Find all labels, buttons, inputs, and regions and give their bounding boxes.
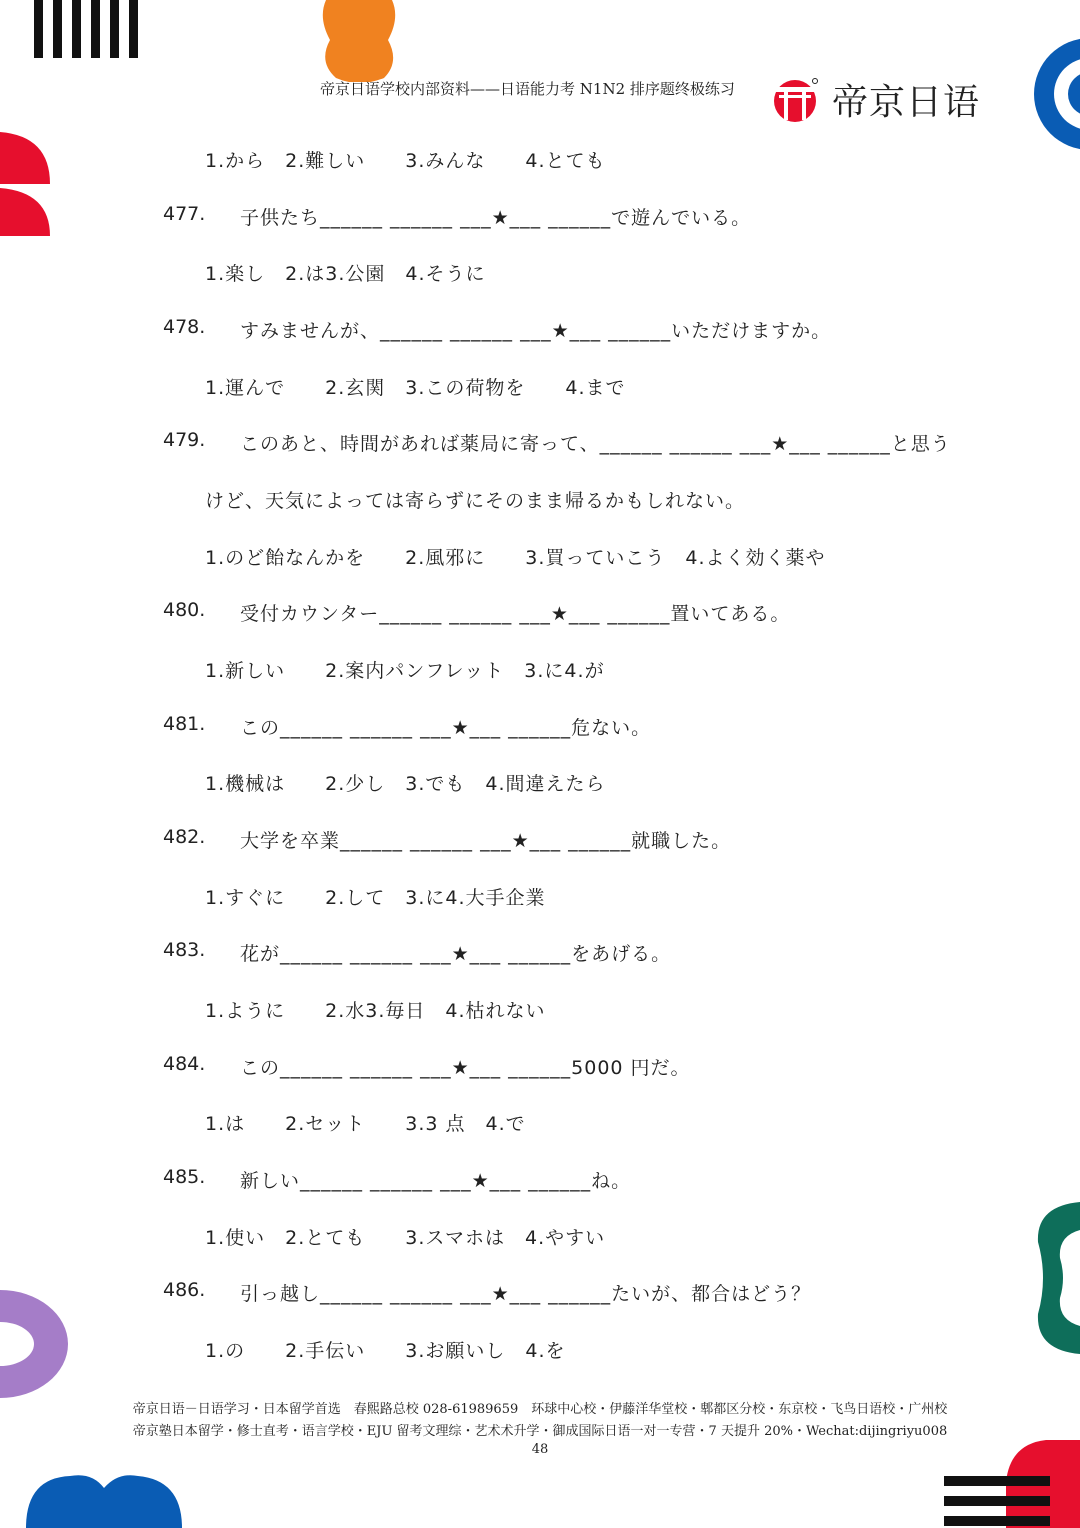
options-line: 1.使い 2.とても 3.スマホは 4.やすい <box>205 1227 606 1249</box>
question-text: 大学を卒業______ ______ ___★___ ______就職した。 <box>240 830 732 852</box>
question-number: 477. <box>163 203 206 225</box>
options-line: 1.新しい 2.案内パンフレット 3.に4.が <box>205 660 605 682</box>
question-text: この______ ______ ___★___ ______危ない。 <box>240 717 652 739</box>
question-number: 479. <box>163 429 206 451</box>
question-text: この______ ______ ___★___ ______5000 円だ。 <box>240 1057 691 1079</box>
green-shape-right <box>1036 1202 1080 1354</box>
footer-line-2: 帝京塾日本留学・修士直考・语言学校・EJU 留考文理综・艺术术升学・御成国际日语一对一专营・7 天提升 20%・Wechat:dijingriyu008 <box>132 1424 948 1439</box>
options-line: 1.ように 2.水3.毎日 4.枯れない <box>205 1000 546 1022</box>
black-stripes-top-left <box>34 0 144 62</box>
question-number: 485. <box>163 1166 206 1188</box>
question-text: 受付カウンター______ ______ ___★___ ______置いてある。 <box>240 603 791 625</box>
blue-ring-top-right <box>1024 36 1080 152</box>
torii-gate-logo <box>770 76 820 122</box>
options-line: 1.の 2.手伝い 3.お願いし 4.を <box>205 1340 566 1362</box>
question-text: このあと、時間があれば薬局に寄って、______ ______ ___★___ ______と思う <box>240 433 951 455</box>
question-text: 引っ越し______ ______ ___★___ ______たいが、都合はどう？ <box>240 1283 812 1305</box>
page-number: 48 <box>531 1442 549 1457</box>
footer-line-1: 帝京日语－日语学习・日本留学首选 春熙路总校 028-61989659 环球中心校・伊藤洋华堂校・郫都区分校・东京校・飞鸟日语校・广州校 <box>132 1402 948 1417</box>
question-number: 486. <box>163 1279 206 1301</box>
brand-name: 帝京日语 <box>832 81 981 123</box>
brand-logo <box>770 74 980 124</box>
question-number: 484. <box>163 1053 206 1075</box>
options-line: 1.すぐに 2.して 3.に4.大手企業 <box>205 887 546 909</box>
options-line: 1.のど飴なんかを 2.風邪に 3.買っていこう 4.よく効く薬や <box>205 547 826 569</box>
blue-blob-bottom <box>26 1472 182 1528</box>
question-text: 花が______ ______ ___★___ ______をあげる。 <box>240 943 672 965</box>
question-number: 480. <box>163 599 206 621</box>
question-number: 481. <box>163 713 206 735</box>
question-number: 483. <box>163 939 206 961</box>
options-line: 1.楽し 2.は3.公園 4.そうに <box>205 263 486 285</box>
question-number: 478. <box>163 316 206 338</box>
purple-ring-left <box>0 1290 70 1398</box>
options-line: 1.機械は 2.少し 3.でも 4.間違えたら <box>205 773 606 795</box>
question-number: 482. <box>163 826 206 848</box>
options-line: 1.から 2.難しい 3.みんな 4.とても <box>205 150 606 172</box>
question-text: 子供たち______ ______ ___★___ ______で遊んでいる。 <box>240 207 752 229</box>
question-text: 新しい______ ______ ___★___ ______ね。 <box>240 1170 632 1192</box>
options-line: 1.運んで 2.玄関 3.この荷物を 4.まで <box>205 377 626 399</box>
question-text-continued: けど、天気によっては寄らずにそのまま帰るかもしれない。 <box>205 490 746 512</box>
header-title: 帝京日语学校内部资料——日语能力考 N1N2 排序题终极练习 <box>320 80 735 98</box>
red-shape-left <box>0 132 52 236</box>
options-line: 1.は 2.セット 3.3 点 4.で <box>205 1113 526 1135</box>
black-stripes-bottom-right <box>944 1476 1050 1528</box>
orange-blob-top <box>318 0 400 82</box>
question-text: すみませんが、______ ______ ___★___ ______いただけますか。 <box>240 320 832 342</box>
